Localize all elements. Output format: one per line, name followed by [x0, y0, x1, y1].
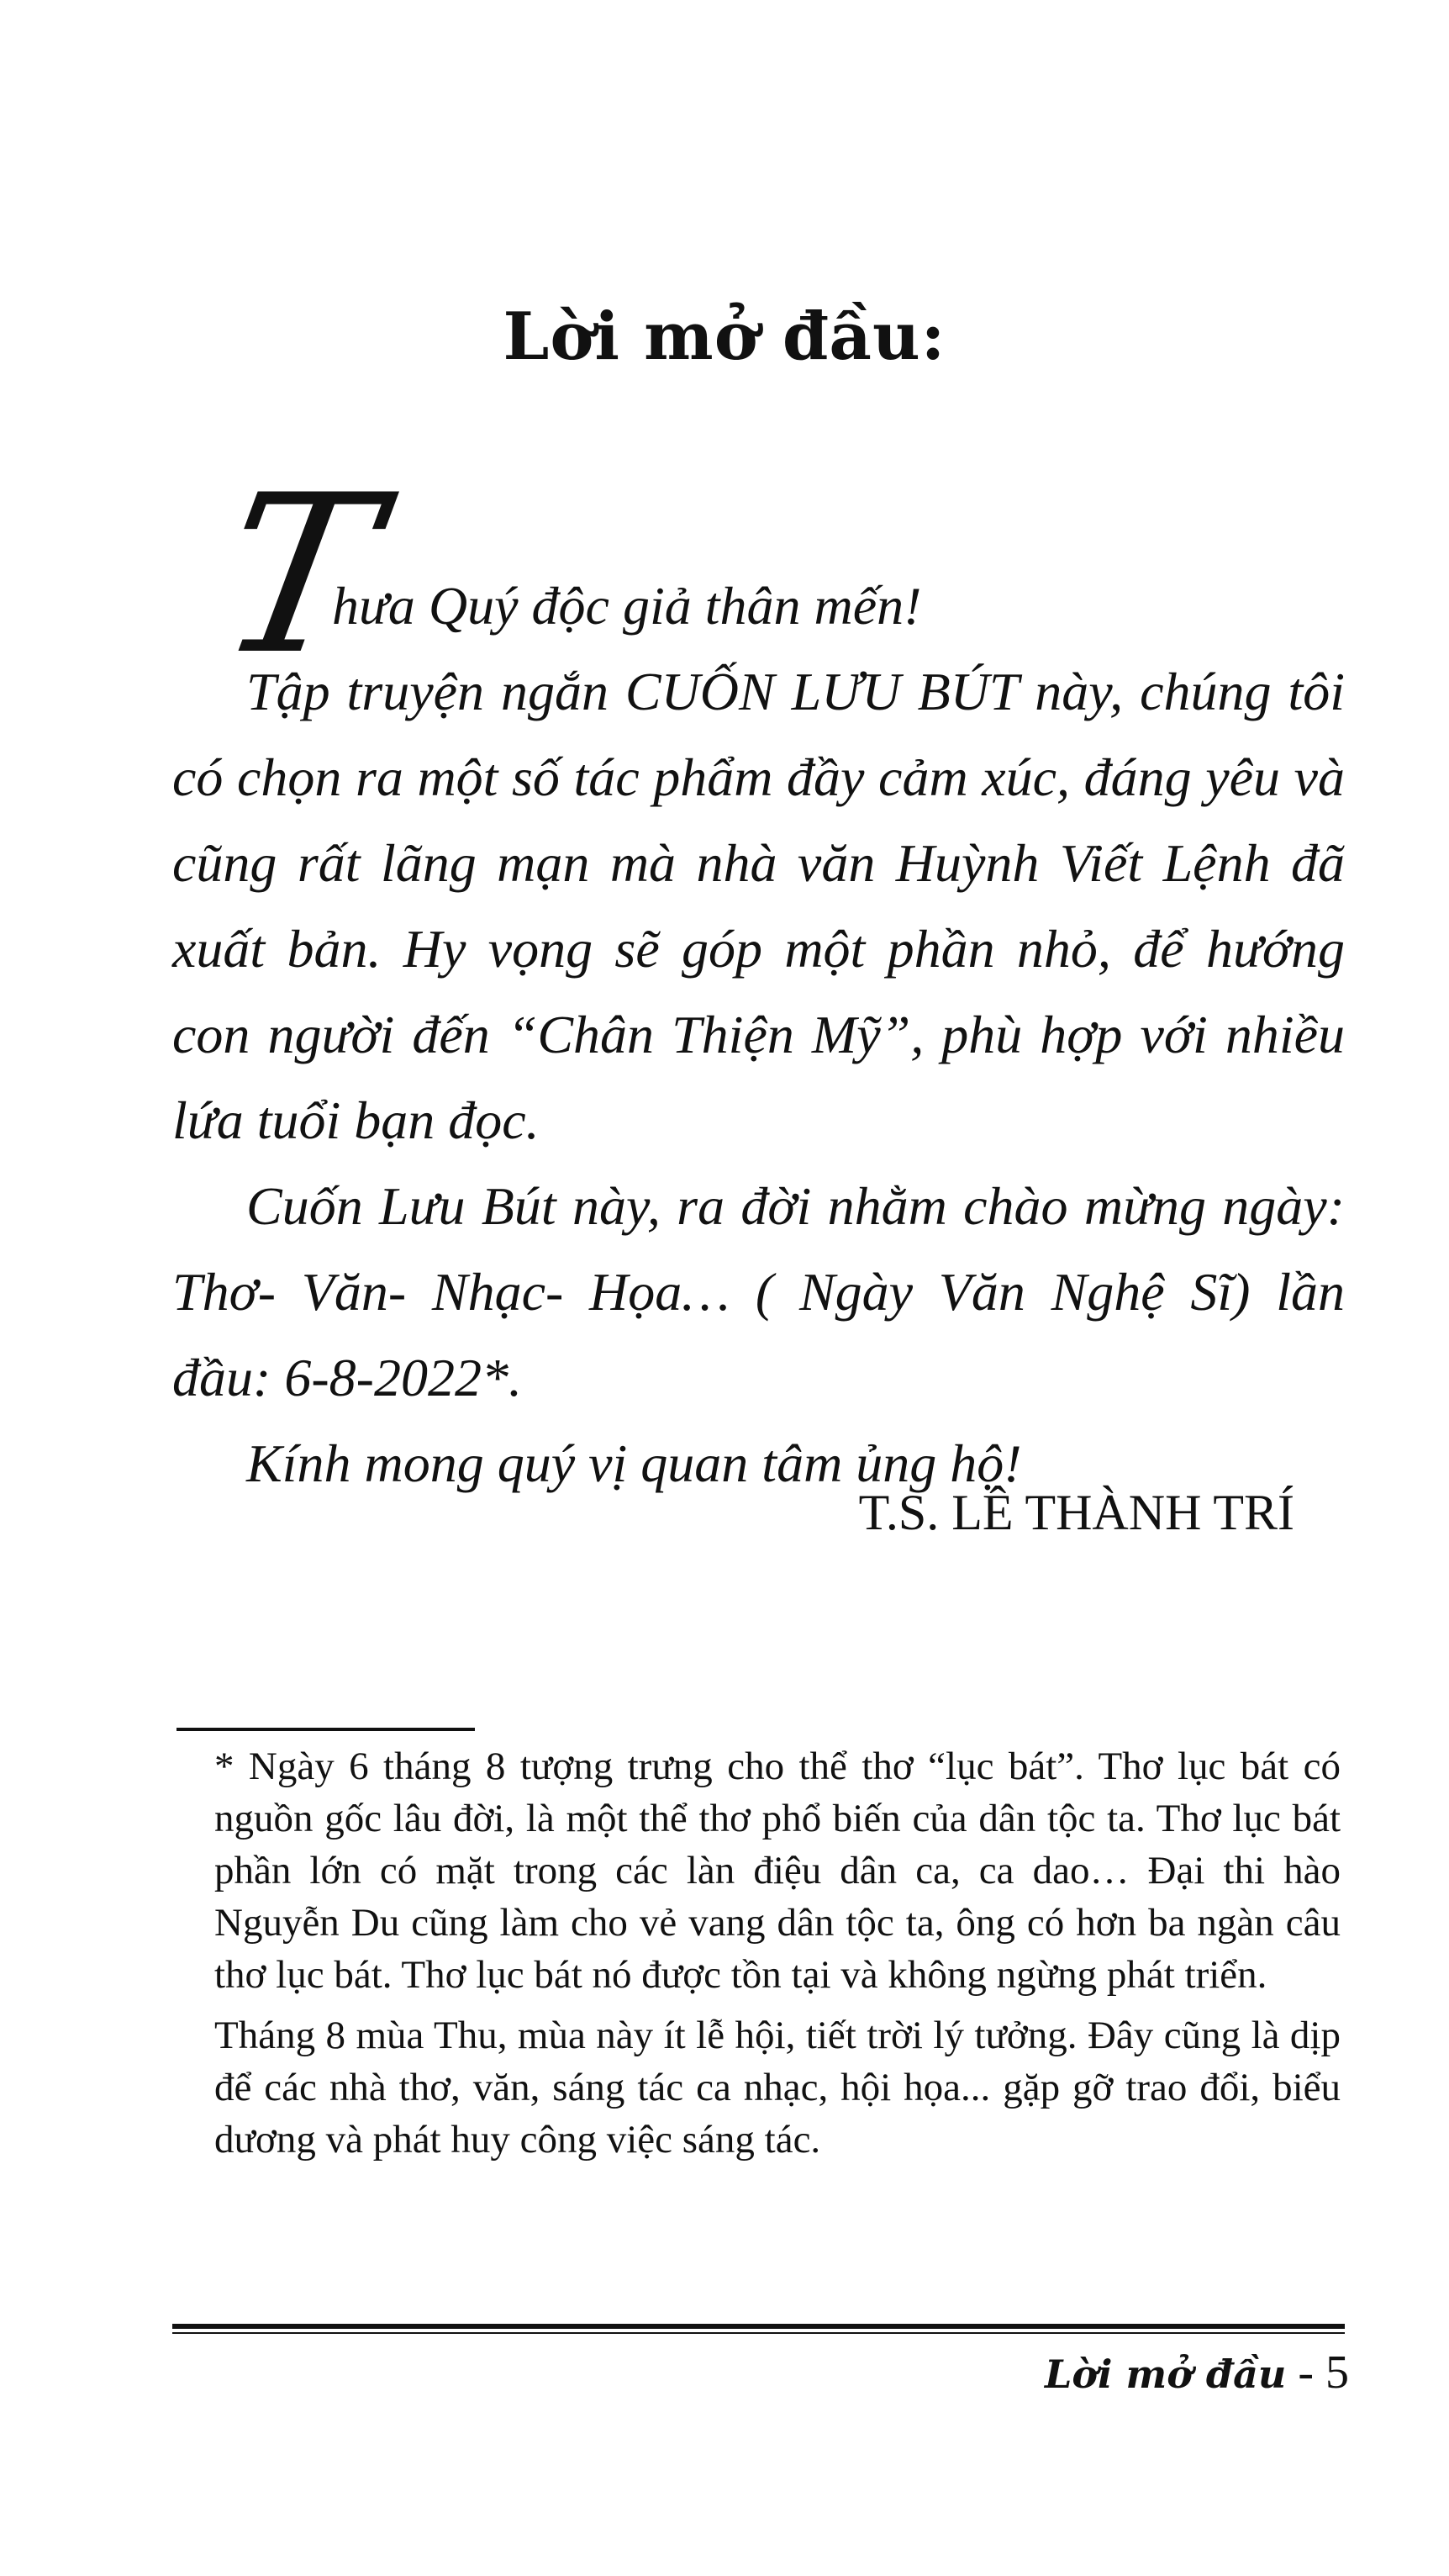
footer-rule-thin — [172, 2332, 1345, 2334]
preface-body — [172, 563, 1345, 1507]
footnote-paragraph: * Ngày 6 tháng 8 tượng trưng cho thể thơ “lục bát”. Thơ lục bát có nguồn gốc lâu đời, là một thể thơ phổ biến của dân tộc ta. Thơ lục bát phần lớn có mặt trong các làn điệu dân ca, ca dao… Đại thi hào Nguyễn Du cũng làm cho vẻ vang dân tộc ta, ông có hơn ba ngàn câu thơ lục bát. Thơ lục bát nó được tồn tại và không ngừng phát triển. — [214, 1745, 1341, 1997]
footer-section-title: Lời mở đầu — [1045, 2352, 1287, 2397]
author-signature: T.S. LÊ THÀNH TRÍ — [858, 1485, 1294, 1540]
page-footer — [0, 2346, 1349, 2399]
footnote-block — [214, 1740, 1341, 2174]
preface-greeting: hưa Quý độc giả thân mến! — [332, 576, 922, 636]
footer-rule — [172, 2324, 1345, 2329]
preface-paragraph: Tập truyện ngắn CUỐN LƯU BÚT này, chúng tôi có chọn ra một số tác phẩm đầy cảm xúc, đáng yêu và cũng rất lãng mạn mà nhà văn Huỳnh Viết Lệnh đã xuất bản. Hy vọng sẽ góp một phần nhỏ, để hướng con người đến “Chân Thiện Mỹ”, phù hợp với nhiều lứa tuổi bạn đọc. — [172, 662, 1345, 1150]
page-number: 5 — [1325, 2346, 1349, 2399]
footer-separator: - — [1286, 2346, 1325, 2399]
preface-paragraph: Cuốn Lưu Bút này, ra đời nhằm chào mừng ngày: Thơ- Văn- Nhạc- Họa… ( Ngày Văn Nghệ Sĩ) lần đầu: 6-8-2022*. — [172, 1176, 1345, 1407]
drop-cap: T — [203, 449, 394, 703]
page-title: Lời mở đầu: — [503, 298, 946, 375]
footnote-paragraph: Tháng 8 mùa Thu, mùa này ít lễ hội, tiết trời lý tưởng. Đây cũng là dịp để các nhà thơ, văn, sáng tác ca nhạc, hội họa... gặp gỡ trao đổi, biểu dương và phát huy công việc sáng tác. — [214, 2014, 1341, 2162]
footnote-divider — [177, 1728, 475, 1731]
preface-closing: Kính mong quý vị quan tâm ủng hộ! — [246, 1433, 1022, 1493]
